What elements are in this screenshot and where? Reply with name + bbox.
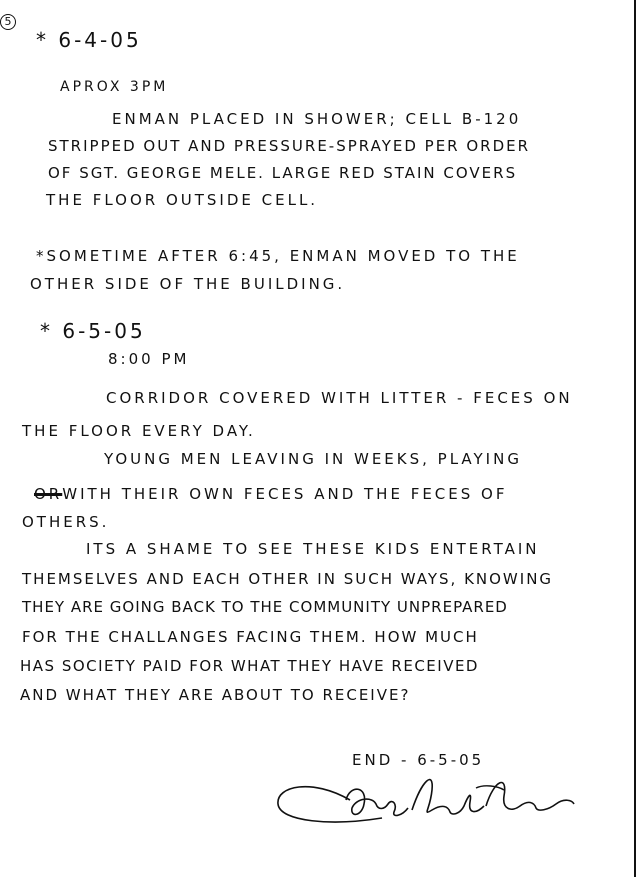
entry-line: ITS A SHAME TO SEE THESE KIDS ENTERTAIN	[86, 540, 540, 558]
entry-line: HAS SOCIETY PAID FOR WHAT THEY HAVE RECEIVED	[20, 657, 479, 675]
entry-line: FOR THE CHALLANGES FACING THEM. HOW MUCH	[22, 628, 479, 646]
entry-line: THE FLOOR EVERY DAY.	[22, 422, 256, 440]
entry-line: *SOMETIME AFTER 6:45, ENMAN MOVED TO THE	[36, 247, 520, 265]
entry-line: THEY ARE GOING BACK TO THE COMMUNITY UNPREPARED	[22, 598, 508, 616]
signature-image	[272, 760, 582, 830]
entry-line: CORRIDOR COVERED WITH LITTER - FECES ON	[106, 389, 573, 407]
entry-line: YOUNG MEN LEAVING IN WEEKS, PLAYING	[104, 450, 522, 468]
entry-line-text: WITH THEIR OWN FECES AND THE FECES OF	[62, 485, 508, 503]
closing-note: END - 6-5-05	[352, 751, 485, 769]
entry-line: THEMSELVES AND EACH OTHER IN SUCH WAYS, KNOWING	[22, 570, 554, 588]
entry-line: OF SGT. GEORGE MELE. LARGE RED STAIN COVERS	[48, 164, 518, 182]
entry-time: APROX 3PM	[60, 79, 169, 95]
entry-line: STRIPPED OUT AND PRESSURE-SPRAYED PER ORDER	[48, 137, 531, 155]
entry-line: THE FLOOR OUTSIDE CELL.	[46, 191, 319, 209]
entry-time: 8:00 PM	[108, 350, 190, 368]
entry-line: OTHERS.	[22, 513, 110, 531]
entry-line-with-correction	[34, 487, 507, 502]
entry-date: * 6-4-05	[36, 28, 142, 52]
crossed-out-text: OR	[34, 485, 63, 503]
entry-line: AND WHAT THEY ARE ABOUT TO RECEIVE?	[20, 686, 411, 704]
entry-date: * 6-5-05	[40, 319, 146, 343]
entry-line: OTHER SIDE OF THE BUILDING.	[30, 275, 346, 293]
entry-line: ENMAN PLACED IN SHOWER; CELL B-120	[112, 110, 522, 128]
page-number: 5	[0, 14, 16, 30]
